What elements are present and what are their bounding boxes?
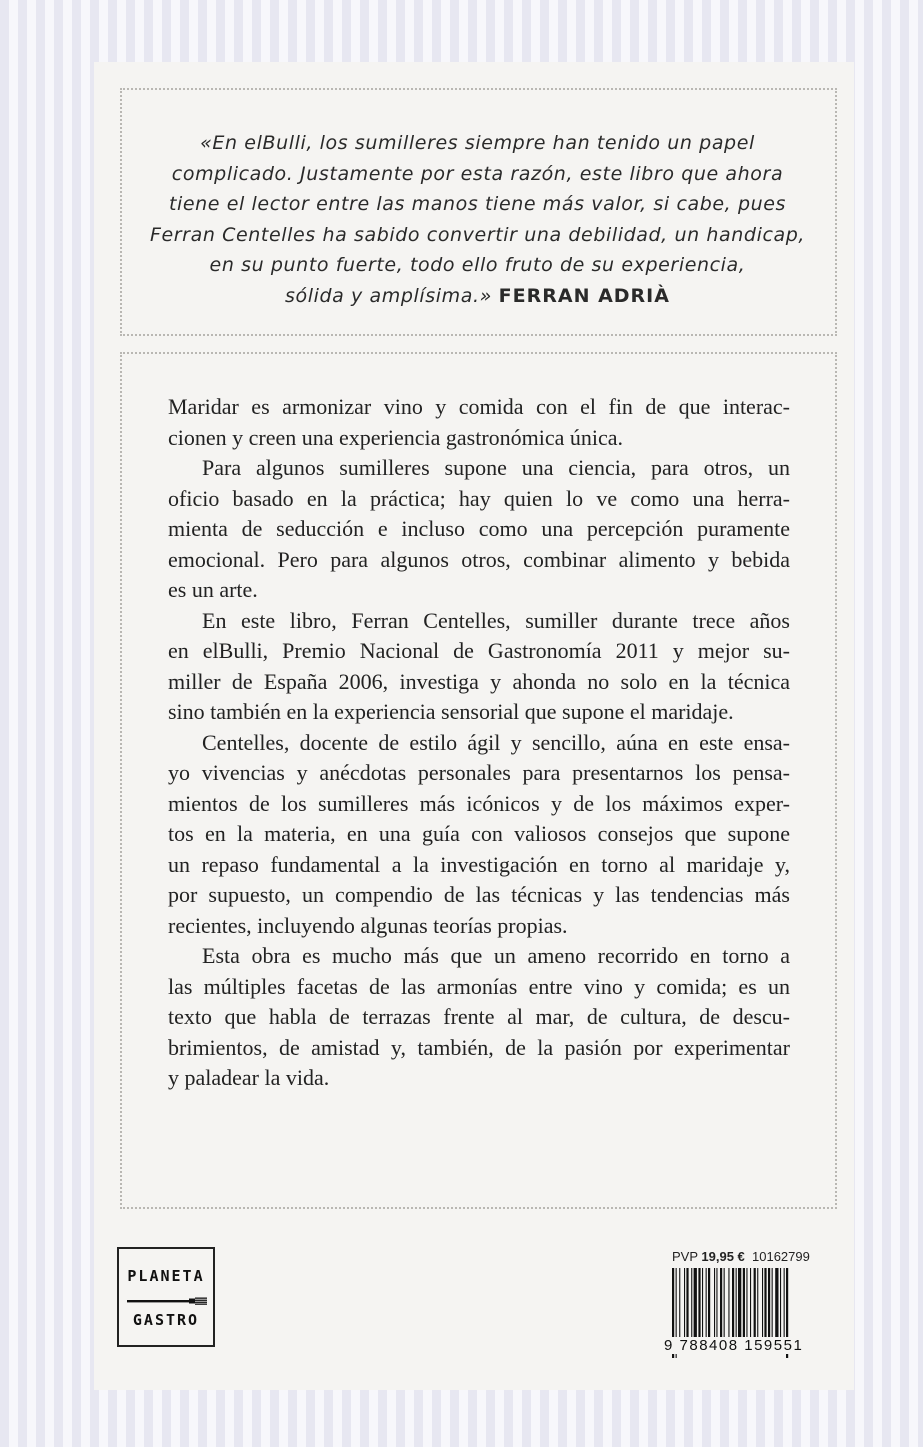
body-line: yo vivencias y anécdotas personales para presentarnos los pensa-: [168, 760, 790, 785]
barcode-bar: [768, 1268, 770, 1338]
body-line: Para algunos sumilleres supone una ciencia, para otros, un: [202, 455, 790, 480]
barcode-bar: [780, 1268, 781, 1338]
body-line: tos en la materia, en una guía con valiosos consejos que supone: [168, 821, 790, 846]
isbn-number: 9 788408 159551: [664, 1337, 842, 1354]
price-line: [672, 1249, 842, 1264]
body-line: en elBulli, Premio Nacional de Gastronomía 2011 y mejor su-: [168, 638, 790, 663]
endorsement-quote: [125, 128, 830, 311]
body-line: y paladear la vida.: [168, 1065, 330, 1090]
body-line: emocional. Pero para algunos otros, combinar alimento y bebida: [168, 546, 790, 572]
body-line: recientes, incluyendo algunas teorías propias.: [168, 912, 568, 938]
body-line: oficio basado en la práctica; hay quien lo ve como una herra-: [168, 485, 790, 511]
barcode-bar: [738, 1268, 741, 1338]
barcode-bar: [732, 1268, 734, 1338]
body-line: Esta obra es mucho más que un ameno recorrido en torno a: [202, 943, 790, 968]
quote-line: «En elBulli, los sumilleres siempre han tenido un papel: [200, 132, 755, 154]
synopsis-text: [168, 392, 790, 1094]
body-line: las múltiples facetas de las armonías entre vino y comida; es un: [168, 973, 790, 999]
body-line: cionen y creen una experiencia gastronómica única.: [168, 424, 624, 450]
barcode-bar: [686, 1268, 688, 1338]
price-label: PVP: [672, 1249, 698, 1264]
barcode-bar: [702, 1268, 703, 1338]
barcode-bar: [775, 1268, 778, 1338]
body-line: mienta de seducción e incluso como una percepción puramente: [168, 516, 790, 541]
barcode-bar: [720, 1268, 722, 1338]
product-code: 10162799: [752, 1249, 810, 1264]
logo-line-1: PLANETA: [127, 1267, 205, 1285]
body-line: En este libro, Ferran Centelles, sumiller durante trece años: [202, 607, 790, 633]
barcode-bar: [716, 1268, 717, 1338]
body-line: miller de España 2006, investiga y ahonda no solo en la técnica: [168, 668, 790, 694]
barcode-bar: [708, 1268, 710, 1338]
price-value: 19,95 €: [701, 1249, 745, 1264]
body-line: mientos de los sumilleres más icónicos y de los máximos exper-: [168, 790, 790, 816]
quote-line-last: [125, 281, 830, 312]
barcode-bar: [728, 1268, 729, 1338]
barcode-bar: [772, 1268, 773, 1338]
barcode-bar: [784, 1268, 785, 1338]
barcode-bar: [714, 1268, 715, 1338]
body-line: Maridar es armonizar vino y comida con el fin de que interac-: [168, 394, 790, 419]
body-line: por supuesto, un compendio de las técnicas y las tendencias más: [168, 882, 790, 907]
barcode-bar: [698, 1268, 700, 1338]
quote-author: FERRAN ADRIÀ: [498, 284, 670, 307]
body-line: Centelles, docente de estilo ágil y sencillo, aúna en este ensa-: [202, 729, 790, 755]
barcode-bar: [724, 1268, 725, 1338]
barcode-bar: [746, 1268, 747, 1338]
logo-line-2: GASTRO: [132, 1311, 200, 1329]
body-line: es un arte.: [168, 577, 258, 602]
barcode-bar: [691, 1268, 692, 1338]
barcode-bar: [762, 1268, 763, 1338]
quote-line: complicado. Justamente por esta razón, este libro que ahora: [171, 162, 784, 185]
barcode-bar: [757, 1268, 758, 1338]
body-line: texto que habla de terrazas frente al mar, de cultura, de descu-: [168, 1004, 790, 1029]
quote-line: en su punto fuerte, todo ello fruto de su experiencia,: [209, 254, 746, 276]
barcode-bar: [750, 1268, 751, 1338]
body-line: sino también en la experiencia sensorial que supone el maridaje.: [168, 699, 734, 724]
fork-icon: [127, 1297, 207, 1305]
barcode-bar: [754, 1268, 756, 1338]
barcode-bar: [694, 1268, 697, 1338]
body-line: brimientos, de amistad y, también, de la pasión por experimentar: [168, 1034, 790, 1060]
barcode-bar: [743, 1268, 745, 1338]
barcode-bar: [684, 1268, 685, 1338]
barcode-bar: [764, 1268, 766, 1338]
barcode-bar: [679, 1268, 680, 1338]
body-line: un repaso fundamental a la investigación en torno al maridaje y,: [168, 851, 790, 877]
barcode-bar: [736, 1268, 737, 1338]
quote-line: Ferran Centelles ha sabido convertir una debilidad, un handicap,: [149, 223, 806, 246]
barcode-bar: [706, 1268, 707, 1338]
publisher-logo: [117, 1247, 215, 1347]
quote-line: tiene el lector entre las manos tiene más valor, si cabe, pues: [168, 193, 787, 215]
quote-line: sólida y amplísima.»: [285, 284, 492, 307]
